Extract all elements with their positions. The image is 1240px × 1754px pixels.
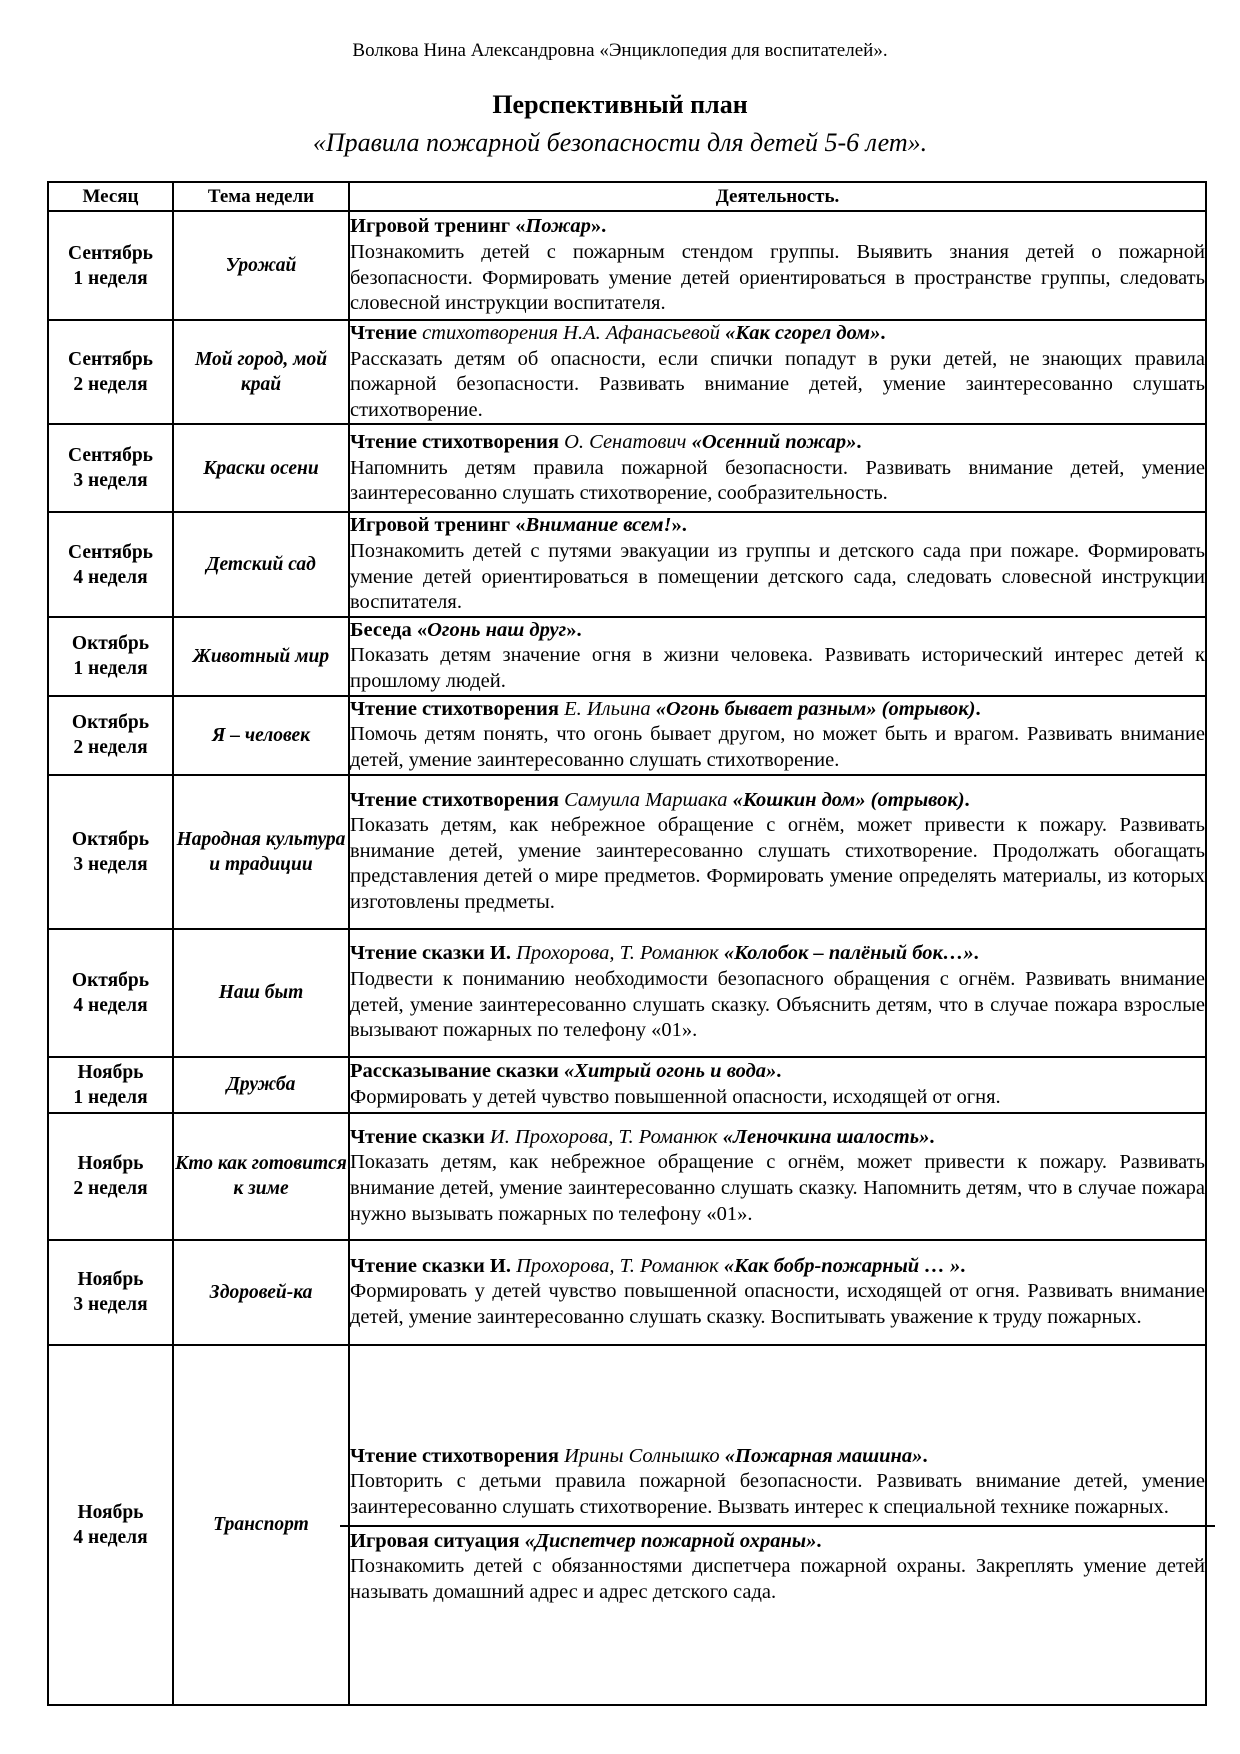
activity-type: Чтение сказки — [350, 1125, 490, 1148]
week-number: 4 неделя — [73, 994, 148, 1016]
month-name: Ноябрь — [77, 1061, 144, 1083]
table-row — [48, 775, 1206, 929]
activity-cell — [349, 320, 1206, 424]
week-number: 3 неделя — [73, 470, 148, 492]
activity-title — [350, 1125, 1205, 1151]
week-theme: Краски осени — [203, 457, 319, 479]
activity-suffix: ». — [671, 514, 687, 537]
month-cell — [48, 424, 173, 512]
header-theme: Тема недели — [173, 182, 349, 211]
activity-description: Познакомить детей с обязанностями диспетчера пожарной охраны. Закреплять умение детей называть домашний адрес и адрес детского сада. — [350, 1555, 1205, 1603]
table-row — [48, 211, 1206, 320]
month-cell — [48, 696, 173, 775]
activity-suffix: . — [816, 1529, 822, 1552]
theme-cell — [173, 1113, 349, 1240]
table-row — [48, 929, 1206, 1057]
activity-cell — [349, 617, 1206, 696]
activity-block — [340, 1525, 1215, 1606]
week-theme: Наш быт — [218, 982, 304, 1004]
activity-author: О. Сенатович — [564, 430, 692, 453]
activity-description: Показать детям, как небрежное обращение с огнём, может привести к пожару. Развивать внимание детей, умение заинтересованно слушать стихотворение. Продолжать обогащать представления детей о мире предметов. Формировать умение определять материалы, из которых изготовлены предметы. — [350, 814, 1205, 913]
activity-type: Рассказывание сказки — [350, 1059, 564, 1082]
week-theme: Здоровей-ка — [209, 1281, 313, 1303]
month-cell — [48, 1113, 173, 1240]
month-cell — [48, 211, 173, 320]
table-row — [48, 1240, 1206, 1345]
activity-cell — [349, 1345, 1206, 1705]
activity-suffix: . — [856, 430, 862, 453]
table-header-row — [48, 182, 1206, 211]
activity-author: Е. Ильина — [564, 697, 656, 720]
month-name: Ноябрь — [77, 1153, 144, 1175]
header-month: Месяц — [48, 182, 173, 211]
activity-type: Игровая ситуация — [350, 1529, 525, 1552]
theme-cell — [173, 1345, 349, 1705]
activity-suffix: . — [973, 942, 979, 965]
activity-cell — [349, 775, 1206, 929]
month-name: Сентябрь — [68, 349, 153, 371]
table-row — [48, 696, 1206, 775]
week-number: 3 неделя — [73, 1294, 148, 1316]
table-row — [48, 320, 1206, 424]
month-name: Сентябрь — [68, 541, 153, 563]
activity-suffix: . — [922, 1444, 928, 1467]
week-number: 2 неделя — [73, 374, 148, 396]
activity-block — [350, 321, 1205, 423]
activity-cell — [349, 1057, 1206, 1113]
activity-suffix: ». — [590, 215, 607, 238]
theme-cell — [173, 424, 349, 512]
activity-cell — [349, 696, 1206, 775]
activity-title — [350, 321, 1205, 347]
theme-cell — [173, 775, 349, 929]
month-cell — [48, 1345, 173, 1705]
activity-type: Чтение стихотворения — [350, 788, 565, 811]
activity-work: «Хитрый огонь и вода» — [563, 1059, 777, 1082]
week-number: 2 неделя — [73, 1178, 148, 1200]
activity-type: Игровой тренинг « — [350, 514, 526, 537]
theme-cell — [173, 1240, 349, 1345]
month-cell — [48, 929, 173, 1057]
week-number: 1 неделя — [73, 267, 148, 289]
table-row — [48, 1345, 1206, 1705]
activity-block — [350, 1254, 1205, 1331]
activity-work: Огонь наш друг — [427, 618, 567, 641]
activity-block — [350, 513, 1205, 615]
activity-block — [350, 1059, 1205, 1110]
activity-work: «Колобок – палёный бок…» — [723, 942, 974, 965]
activity-title — [350, 1529, 1205, 1555]
activity-author: Прохорова, Т. Романюк — [516, 942, 724, 965]
week-theme: Транспорт — [213, 1514, 309, 1536]
week-theme: Детский сад — [206, 554, 316, 576]
plan-table — [47, 181, 1207, 1706]
author-line: Волкова Нина Александровна «Энциклопедия для воспитателей». — [352, 40, 888, 61]
activity-work: «Осенний пожар» — [691, 430, 857, 453]
activity-block — [350, 788, 1205, 916]
activity-type: Чтение сказки И. — [350, 1254, 517, 1277]
activity-description: Повторить с детьми правила пожарной безопасности. Развивать внимание детей, умение заинтересованно слушать стихотворение. Вызвать интерес к специальной технике пожарных. — [350, 1470, 1205, 1518]
activity-author: Ирины Солнышко — [564, 1444, 725, 1467]
theme-cell — [173, 929, 349, 1057]
activity-block — [350, 697, 1205, 774]
activity-type: Чтение стихотворения — [350, 697, 565, 720]
activity-work: «Как бобр-пожарный … » — [723, 1254, 961, 1277]
activity-block — [350, 1125, 1205, 1227]
table-row — [48, 617, 1206, 696]
activity-cell — [349, 1113, 1206, 1240]
activity-description: Формировать у детей чувство повышенной опасности, исходящей от огня. — [350, 1085, 1001, 1108]
activity-author: стихотворения Н.А. Афанасьевой — [422, 322, 726, 344]
activity-block — [350, 214, 1205, 316]
activity-description: Познакомить детей с пожарным стендом группы. Выявить знания детей о пожарной безопасности. Формировать умение детей ориентироваться в пространстве группы, следовать словесной инструкции воспитателя. — [350, 240, 1205, 315]
week-number: 3 неделя — [73, 853, 148, 875]
activity-work: «Как сгорел дом» — [725, 322, 881, 344]
activity-type: Чтение сказки И. — [350, 942, 517, 965]
activity-description: Напомнить детям правила пожарной безопасности. Развивать внимание детей, умение заинтересованно слушать стихотворение, сообразительность. — [350, 456, 1205, 505]
activity-title — [350, 1059, 1205, 1085]
theme-cell — [173, 211, 349, 320]
activity-suffix: . — [960, 1254, 966, 1277]
activity-title — [350, 214, 1205, 240]
activity-work: «Кошкин дом» (отрывок) — [732, 788, 965, 811]
month-name: Октябрь — [71, 712, 150, 734]
table-row — [48, 512, 1206, 616]
activity-author: И. Прохорова, Т. Романюк — [489, 1125, 723, 1148]
week-number: 4 неделя — [73, 1526, 148, 1548]
theme-cell — [173, 617, 349, 696]
week-number: 2 неделя — [73, 737, 148, 759]
theme-cell — [173, 696, 349, 775]
activity-cell — [349, 929, 1206, 1057]
month-cell — [48, 320, 173, 424]
week-theme: Урожай — [225, 255, 297, 276]
activity-author: Самуила Маршака — [564, 788, 733, 811]
page-title: Перспективный план — [492, 90, 748, 119]
activity-title — [350, 941, 1205, 967]
activity-work: Внимание всем! — [525, 514, 672, 537]
activity-work: «Диспетчер пожарной охраны» — [524, 1529, 817, 1552]
activity-block — [350, 618, 1205, 695]
activity-suffix: . — [776, 1059, 782, 1082]
activity-work: «Пожарная машина» — [724, 1444, 923, 1467]
activity-author: Прохорова, Т. Романюк — [516, 1254, 724, 1277]
week-theme: Дружба — [226, 1074, 296, 1096]
month-name: Октябрь — [71, 633, 150, 655]
activity-work: «Огонь бывает разным» (отрывок) — [655, 697, 976, 720]
page-subtitle: «Правила пожарной безопасности для детей 5-6 лет». — [312, 128, 928, 157]
month-cell — [48, 1057, 173, 1113]
table-row — [48, 1113, 1206, 1240]
activity-title — [350, 618, 1205, 644]
month-name: Сентябрь — [68, 445, 153, 467]
week-number: 4 неделя — [73, 566, 148, 588]
header-activity: Деятельность. — [349, 182, 1206, 211]
activity-title — [350, 430, 1205, 456]
week-number: 1 неделя — [73, 1086, 148, 1108]
week-theme: Кто как готовится к зиме — [175, 1153, 347, 1200]
month-name: Сентябрь — [68, 242, 153, 264]
month-name: Ноябрь — [77, 1269, 144, 1291]
week-theme: Животный мир — [192, 645, 330, 667]
activity-title — [350, 1254, 1205, 1280]
activity-block — [350, 1444, 1205, 1521]
month-cell — [48, 1240, 173, 1345]
activity-title — [350, 513, 1205, 539]
month-name: Октябрь — [71, 828, 150, 850]
activity-type: Чтение — [350, 322, 423, 344]
activity-type: Чтение стихотворения — [350, 1444, 565, 1467]
month-cell — [48, 512, 173, 616]
table-row — [48, 424, 1206, 512]
week-number: 1 неделя — [73, 658, 148, 680]
activity-suffix: . — [964, 788, 970, 811]
activity-description: Рассказать детям об опасности, если спички попадут в руки детей, не знающих правила пожарной безопасности. Развивать внимание детей, умение заинтересованно слушать стихотворение. — [350, 347, 1205, 421]
month-cell — [48, 775, 173, 929]
month-cell — [48, 617, 173, 696]
activity-work: Пожар — [525, 215, 591, 238]
activity-suffix: . — [929, 1125, 935, 1148]
week-theme: Я – человек — [211, 724, 311, 746]
month-name: Октябрь — [71, 969, 150, 991]
week-theme: Народная культура и традиции — [176, 828, 346, 875]
activity-title — [350, 697, 1205, 723]
activity-suffix: . — [880, 322, 886, 344]
week-theme: Мой город, мой край — [194, 349, 328, 396]
activity-cell — [349, 424, 1206, 512]
activity-cell — [349, 211, 1206, 320]
activity-description: Подвести к пониманию необходимости безопасного обращения с огнём. Развивать внимание детей, умение заинтересованно слушать сказку. Объяснить детям, что в случае пожара взрослые вызывают пожарных по телефону «01». — [350, 967, 1205, 1042]
activity-description: Показать детям, как небрежное обращение с огнём, может привести к пожару. Развивать внимание детей, умение заинтересованно слушать сказку. Напомнить детям, что в случае пожара нужно вызывать пожарных по телефону «01». — [350, 1151, 1205, 1225]
activity-cell — [349, 512, 1206, 616]
activity-type: Чтение стихотворения — [350, 430, 565, 453]
activity-type: Игровой тренинг « — [350, 215, 526, 238]
activity-cell — [349, 1240, 1206, 1345]
activity-title — [350, 788, 1205, 814]
activity-description: Познакомить детей с путями эвакуации из группы и детского сада при пожаре. Формировать умение детей ориентироваться в помещении детского сада, следовать словесной инструкции воспитателя. — [350, 539, 1205, 614]
month-name: Ноябрь — [77, 1501, 144, 1523]
activity-block — [350, 941, 1205, 1043]
activity-description: Помочь детям понять, что огонь бывает другом, но может быть и врагом. Развивать внимание детей, умение заинтересованно слушать стихотворение. — [350, 723, 1205, 771]
activity-suffix: ». — [566, 618, 582, 641]
activity-work: «Леночкина шалость» — [722, 1125, 930, 1148]
activity-suffix: . — [975, 697, 981, 720]
table-row — [48, 1057, 1206, 1113]
activity-title — [350, 1444, 1205, 1470]
theme-cell — [173, 320, 349, 424]
activity-description: Показать детям значение огня в жизни человека. Развивать исторический интерес детей к прошлому людей. — [350, 644, 1205, 692]
activity-description: Формировать у детей чувство повышенной опасности, исходящей от огня. Развивать внимание детей, умение заинтересованно слушать сказку. Воспитывать уважение к труду пожарных. — [350, 1280, 1205, 1328]
activity-block — [350, 430, 1205, 507]
activity-type: Беседа « — [350, 618, 428, 641]
theme-cell — [173, 1057, 349, 1113]
theme-cell — [173, 512, 349, 616]
